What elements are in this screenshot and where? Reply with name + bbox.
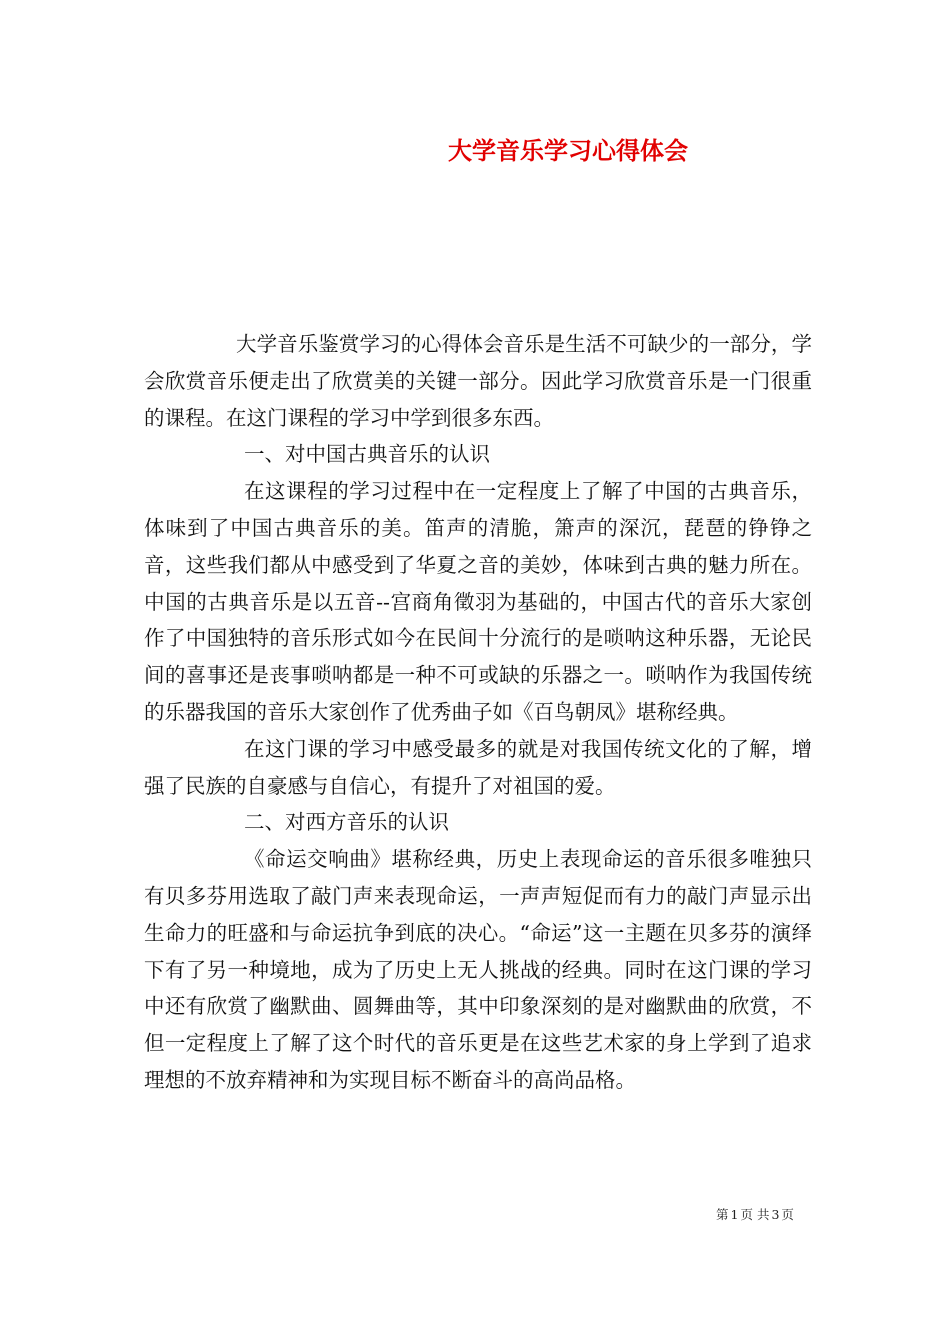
traditional-culture-paragraph: 在这门课的学习中感受最多的就是对我国传统文化的了解，增强了民族的自豪感与自信心，有提升了对祖国的爱。 (144, 736, 812, 798)
chinese-music-paragraph: 在这课程的学习过程中在一定程度上了解了中国的古典音乐，体味到了中国古典音乐的美。笛声的清脆，箫声的深沉，琵琶的铮铮之音，这些我们都从中感受到了华夏之音的美妙，体味到古典的魅力所在。中国的古典音乐是以五音--宫商角徵羽为基础的，中国古代的音乐大家创作了中国独特的音乐形式如今在民间十分流行的是唢呐这种乐器，无论民间的喜事还是丧事唢呐都是一种不可或缺的乐器之一。唢呐作为我国传统的乐器我国的音乐大家创作了优秀曲子如《百鸟朝凤》堪称经典。 (144, 479, 812, 724)
footer-total-pages: 3 (771, 1207, 780, 1222)
intro-paragraph: 大学音乐鉴赏学习的心得体会音乐是生活不可缺少的一部分，学会欣赏音乐便走出了欣赏美的关键一部分。因此学习欣赏音乐是一门很重的课程。在这门课程的学习中学到很多东西。 (144, 332, 812, 430)
footer-middle: 页 共 (740, 1207, 770, 1222)
section-heading-western-music: 二、对西方音乐的认识 (244, 810, 449, 835)
document-title: 大学音乐学习心得体会 (448, 136, 688, 165)
page-number-footer (716, 1206, 836, 1224)
footer-current-page: 1 (730, 1207, 739, 1222)
western-music-paragraph: 《命运交响曲》堪称经典，历史上表现命运的音乐很多唯独只有贝多芬用选取了敲门声来表现命运，一声声短促而有力的敲门声显示出生命力的旺盛和与命运抗争到底的决心。“命运”这一主题在贝多芬的演绎下有了另一种境地，成为了历史上无人挑战的经典。同时在这门课的学习中还有欣赏了幽默曲、圆舞曲等，其中印象深刻的是对幽默曲的欣赏，不但一定程度上了解了这个时代的音乐更是在这些艺术家的身上学到了追求理想的不放弃精神和为实现目标不断奋斗的高尚品格。 (144, 847, 812, 1092)
footer-suffix: 页 (781, 1207, 794, 1222)
document-body (144, 326, 812, 1099)
footer-prefix: 第 (716, 1207, 729, 1222)
section-heading-chinese-music: 一、对中国古典音乐的认识 (244, 442, 490, 467)
